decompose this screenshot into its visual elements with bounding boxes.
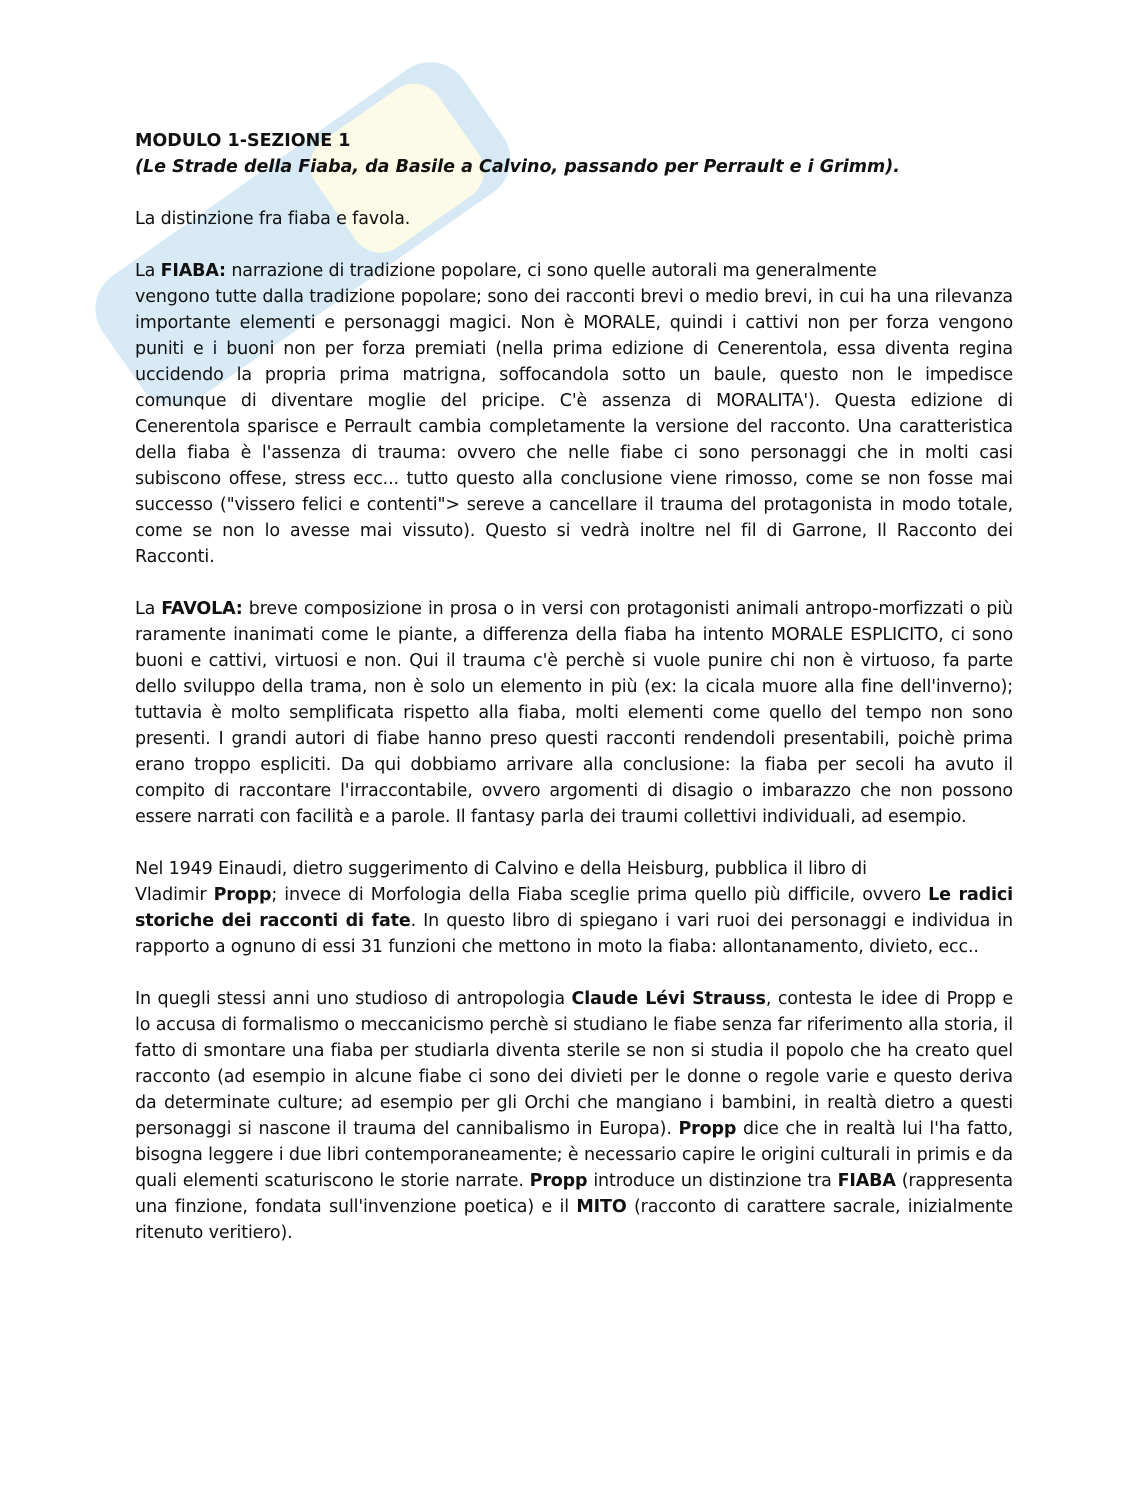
propp-text-3: . In questo libro di spiegano i vari ruoi dei personaggi e individua in rapporto a ognuno di essi 31 funzioni che mettono in moto la fiaba: allontanamento, divieto, ecc.. [135,911,1014,957]
fiaba-line1: narrazione di tradizione popolare, ci sono quelle autorali ma generalmente [225,261,877,281]
strauss-name: Claude Lévi Strauss [571,989,766,1009]
propp-paragraph-lead: Nel 1949 Einaudi, dietro suggerimento di Calvino e della Heisburg, pubblica il libro di [135,859,867,879]
favola-paragraph [135,596,1013,830]
propp-paragraph [135,882,1013,960]
propp-text-1: Vladimir [135,885,214,905]
strauss-text-6: (racconto di carattere sacrale, inizialmente ritenuto veritiero). [135,1197,1013,1243]
fiaba-paragraph-lead [135,258,1013,284]
document-page [135,128,1013,1246]
fiaba-paragraph: vengono tutte dalla tradizione popolare; sono dei racconti brevi o medio brevi, in cui ha una rilevanza importante elementi e personaggi magici. Non è MORALE, quindi i cattivi non per forza vengono puniti e i buoni non per forza premiati (nella prima edizione di Cenerentola, essa diventa regina uccidendo la propria prima matrigna, soffocandola sotto un baule, questo non le impedisce comunque di diventare moglie del pricipe. C'è assenza di MORALITA'). Questa edizione di Cenerentola sparisce e Perrault cambia completamente la versione del racconto. Una caratteristica della fiaba è l'assenza di trauma: ovvero che nelle fiabe ci sono personaggi che in molti casi subiscono offese, stress ecc... tutto questo alla conclusione viene rimosso, come se non fosse mai successo ("vissero felici e contenti"> sereve a cancellare il trauma del protagonista in modo totale, come se non lo avesse mai vissuto). Questo si vedrà inoltre nel fil di Garrone, Il Racconto dei Racconti. [135,287,1013,567]
module-title: MODULO 1-SEZIONE 1 [135,131,351,151]
favola-body: breve composizione in prosa o in versi con protagonisti animali antropo-morfizzati o più raramente inanimati come le piante, a differenza della fiaba ha intento MORALE ESPLICITO, ci sono buoni e cattivi, virtuosi e non. Qui il trauma c'è perchè si vuole punire chi non è virtuoso, fa parte dello sviluppo della trama, non è solo un elemento in più (ex: la cicala muore alla fine dell'inverno); tuttavia è molto semplificata rispetto alla fiaba, molti elementi come quello del tempo non sono presenti. I grandi autori di fiabe hanno preso questi racconti rendendoli presentabili, poichè prima erano troppo espliciti. Da qui dobbiamo arrivare alla conclusione: la fiaba per secoli ha avuto il compito di raccontare l'irraccontabile, ovvero argomenti di disagio o imbarazzo che non possono essere narrati con facilità e a parole. Il fantasy parla dei traumi collettivi individuali, ad esempio. [135,599,1013,827]
propp-name: Propp [213,885,272,905]
intro-line: La distinzione fra fiaba e favola. [135,209,411,229]
fiaba-term: FIABA: [160,261,226,281]
strauss-text-4: introduce un distinzione tra [587,1171,838,1191]
strauss-propp-2: Propp [529,1171,588,1191]
propp-book-title: Le radici storiche dei racconti di fate [135,885,1013,931]
strauss-mito-term: MITO [576,1197,627,1217]
module-subtitle: (Le Strade della Fiaba, da Basile a Calvino, passando per Perrault e i Grimm). [135,157,900,177]
favola-prefix: La [135,599,162,619]
strauss-propp-1: Propp [678,1119,737,1139]
favola-term: FAVOLA: [161,599,243,619]
strauss-text-5: (rappresenta una finzione, fondata sull'invenzione poetica) e il [135,1171,1013,1217]
strauss-text-1: In quegli stessi anni uno studioso di antropologia [135,989,572,1009]
strauss-fiaba-term: FIABA [837,1171,896,1191]
propp-text-2: ; invece di Morfologia della Fiaba sceglie prima quello più difficile, ovvero [271,885,929,905]
fiaba-prefix: La [135,261,161,281]
strauss-text-3: dice che in realtà lui l'ha fatto, bisogna leggere i due libri contemporaneamente; è necessario capire le origini culturali in primis e da quali elementi scaturiscono le storie narrate. [135,1119,1013,1191]
strauss-text-2: , contesta le idee di Propp e lo accusa di formalismo o meccanicismo perchè si studiano le fiabe senza far riferimento alla storia, il fatto di smontare una fiaba per studiarla diventa sterile se non si studia il popolo che ha creato quel racconto (ad esempio in alcune fiabe ci sono dei divieti per le donne o regole varie e questo deriva da determinate culture; ad esempio per gli Orchi che mangiano i bambini, in realtà dietro a questi personaggi si nascone il trauma del cannibalismo in Europa). [135,989,1013,1139]
strauss-paragraph [135,986,1013,1246]
